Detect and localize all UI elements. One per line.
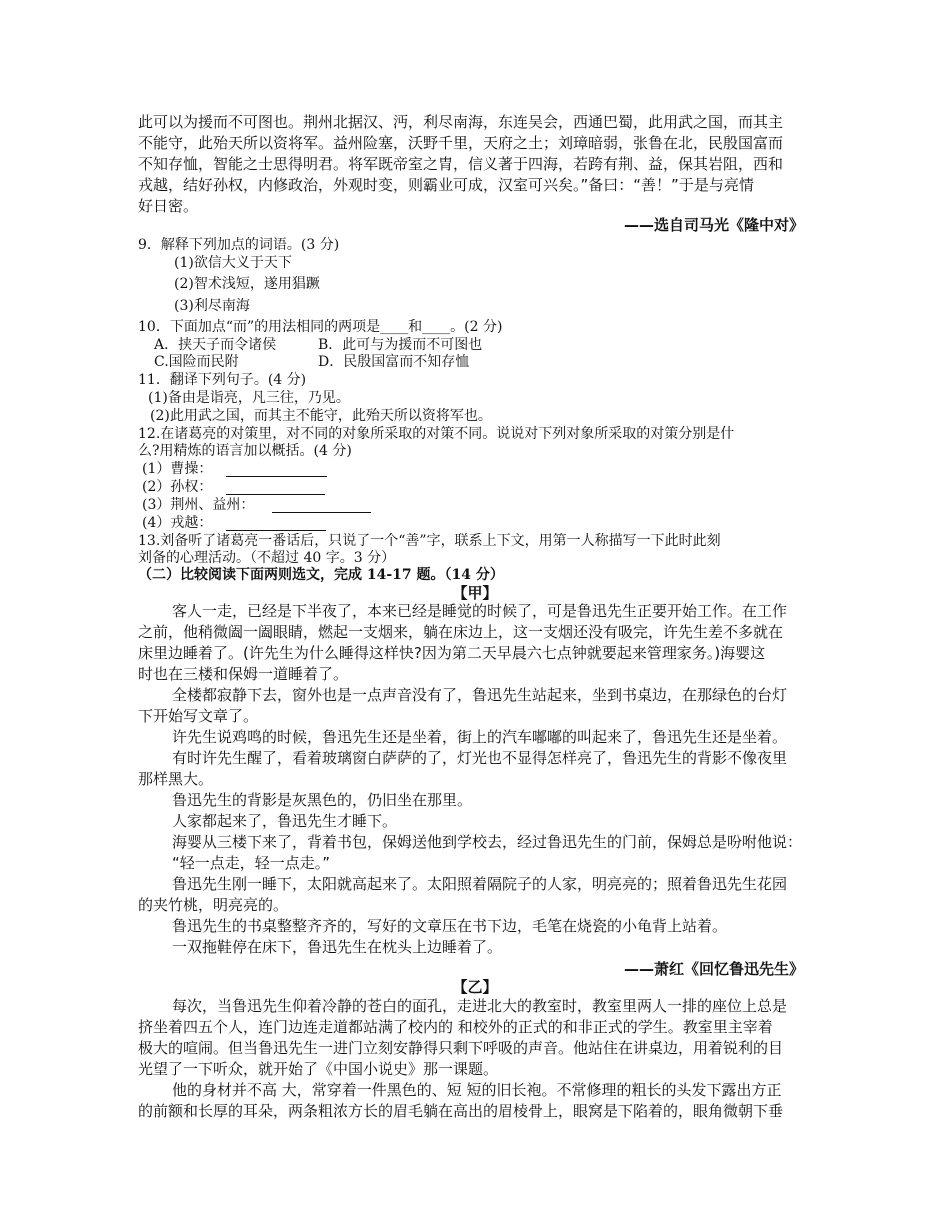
passage-line: 不知存恤，智能之士思得明君。将军既帝室之胄，信义著于四海，若跨有荆、益，保其岩阻，西和 — [138, 155, 784, 173]
option-b: B．此可与为援而不可图也 — [318, 337, 483, 353]
question-item: (1）曹操： — [142, 461, 213, 477]
question-item: (3）荆州、益州： — [142, 497, 255, 513]
passage-line: 全楼都寂静下去，窗外也是一点声音没有了，鲁迅先生站起来，坐到书桌边，在那绿色的台灯 — [172, 686, 788, 704]
question-item: (2)智术浅短，遂用猖蹶 — [174, 276, 320, 292]
option-c: C.国险而民附 — [154, 354, 239, 370]
answer-blank[interactable] — [226, 494, 325, 495]
question-stem: 13.刘备听了诸葛亮一番话后，只说了一个“善”字，联系上下文，用第一人称描写一下此时此刻 — [138, 533, 721, 549]
passage-line: 鲁迅先生的背影是灰黑色的，仍旧坐在那里。 — [172, 791, 473, 809]
passage-line: 好日密。 — [138, 197, 199, 215]
passage-line: 客人一走，已经是下半夜了，本来已经是睡觉的时候了，可是鲁迅先生正要开始工作。在工作 — [172, 602, 788, 620]
option-a: A．挟天子而令诸侯 — [154, 337, 277, 353]
passage-line: 那样黑大。 — [138, 770, 214, 788]
passage-line: 之前，他稍微阖一阖眼睛，燃起一支烟来，躺在床边上，这一支烟还没有吸完，许先生差不多就在 — [138, 623, 784, 641]
passage-line: 戎越，结好孙权，内修政治，外观时变，则霸业可成，汉室可兴矣。”备曰：“善！”于是与亮情 — [138, 176, 754, 194]
passage-line: 一双拖鞋停在床下，鲁迅先生在枕头上边睡着了。 — [172, 938, 503, 956]
question-stem: 9．解释下列加点的词语。(3 分) — [138, 237, 340, 253]
passage-line: 极大的喧闹。但当鲁迅先生一进门立刻安静得只剩下呼吸的声音。他站住在讲桌边，用着锐利的目 — [138, 1039, 784, 1057]
passage-label: 【甲】 — [452, 584, 498, 602]
passage-line: 他的身材并不高 大，常穿着一件黑色的、短 短的旧长袍。不常修理的粗长的头发下露出方正 — [172, 1081, 782, 1099]
question-item: (2）孙权： — [142, 479, 213, 495]
passage-line: 鲁迅先生的书桌整整齐齐的，写好的文章压在书下边，毛笔在烧瓷的小龟背上站着。 — [172, 917, 728, 935]
passage-line: 此可以为援而不可图也。荆州北据汉、沔，利尽南海，东连吴会，西通巴蜀，此用武之国，而其主 — [138, 113, 784, 131]
passage-line: 海婴从三楼下来了，背着书包，保姆送他到学校去，经过鲁迅先生的门前，保姆总是吩咐他说： — [172, 833, 803, 851]
passage-line: 下开始写文章了。 — [138, 707, 259, 725]
question-item: (3)利尽南海 — [174, 298, 250, 314]
passage-line: 鲁迅先生刚一睡下，太阳就高起来了。太阳照着隔院子的人家，明亮亮的；照着鲁迅先生花园 — [172, 875, 788, 893]
passage-line: 挤坐着四五个人，连门边连走道都站满了校内的 和校外的正式的和非正式的学生。教室里主宰着 — [138, 1018, 773, 1036]
passage-source: ——选自司马光《隆中对》 — [624, 216, 805, 234]
question-stem: 11．翻译下列句子。(4 分) — [138, 372, 307, 388]
passage-line: 每次，当鲁迅先生仰着冷静的苍白的面孔，走进北大的教室时，教室里两人一排的座位上总是 — [172, 997, 788, 1015]
question-stem: 10．下面加点“而”的用法相同的两项是____和____。(2 分) — [138, 319, 503, 335]
question-item: (1)欲信大义于天下 — [174, 255, 292, 271]
passage-line: 有时许先生醒了，看着玻璃窗白萨萨的了，灯光也不显得怎样亮了，鲁迅先生的背影不像夜里 — [172, 749, 788, 767]
question-stem: 么?用精炼的语言加以概括。(4 分) — [138, 443, 352, 459]
answer-blank[interactable] — [272, 512, 371, 513]
question-item: (2)此用武之国，而其主不能守，此殆天所以资将军也。 — [150, 408, 492, 424]
question-item: (1)备由是诣亮，凡三往，乃见。 — [148, 390, 350, 406]
passage-line: 人家都起来了，鲁迅先生才睡下。 — [172, 812, 398, 830]
question-stem: 刘备的心理活动。（不超过 40 字。3 分） — [138, 550, 396, 566]
option-d: D．民殷国富而不知存恤 — [318, 354, 470, 370]
passage-line: “轻一点走，轻一点走。” — [172, 854, 331, 872]
passage-line: 许先生说鸡鸣的时候，鲁迅先生还是坐着，街上的汽车嘟嘟的叫起来了，鲁迅先生还是坐着。 — [172, 728, 788, 746]
passage-line: 时也在三楼和保姆一道睡着了。 — [138, 665, 349, 683]
passage-label: 【乙】 — [452, 978, 498, 996]
question-item: (4）戎越： — [142, 515, 213, 531]
passage-line: 光望了一下听众，就开始了《中国小说史》那一课题。 — [138, 1060, 499, 1078]
passage-source: ——萧红《回忆鲁迅先生》 — [624, 960, 805, 978]
passage-line: 的前额和长厚的耳朵，两条粗浓方长的眉毛躺在高出的眉棱骨上，眼窝是下陷着的，眼角微朝下垂 — [138, 1102, 784, 1120]
section-heading: （二）比较阅读下面两则选文，完成 14-17 题。（14 分） — [138, 567, 504, 583]
question-stem: 12.在诸葛亮的对策里，对不同的对象所采取的对策不同。说说对下列对象所采取的对策分别是什 — [138, 426, 735, 442]
passage-line: 不能守，此殆天所以资将军。益州险塞，沃野千里，天府之土；刘璋暗弱，张鲁在北，民殷国富而 — [138, 134, 784, 152]
answer-blank[interactable] — [226, 530, 326, 531]
passage-line: 床里边睡着了。(许先生为什么睡得这样快?因为第二天早晨六七点钟就要起来管理家务。)海婴这 — [138, 644, 766, 662]
answer-blank[interactable] — [226, 476, 327, 477]
passage-line: 的夹竹桃，明亮亮的。 — [138, 896, 289, 914]
